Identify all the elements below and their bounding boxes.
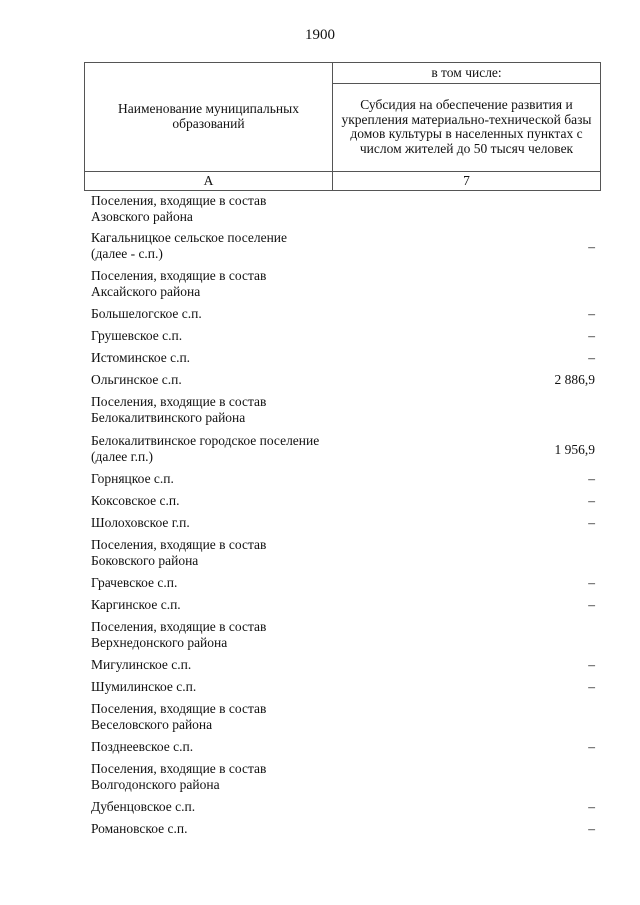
- municipality-name: Поселения, входящие в состав Верхнедонского района: [91, 619, 267, 650]
- subsidy-value: –: [588, 657, 595, 672]
- page-number: 1900: [305, 27, 335, 43]
- municipality-name: Горняцкое с.п.: [91, 471, 174, 486]
- subsidy-value: –: [588, 239, 595, 254]
- table-header: [84, 62, 601, 191]
- subsidy-value: –: [588, 350, 595, 365]
- municipality-name: Ольгинское с.п.: [91, 372, 182, 387]
- municipality-name: Поселения, входящие в состав Веселовского района: [91, 701, 267, 732]
- subsidy-value: –: [588, 306, 595, 321]
- subsidy-value: –: [588, 679, 595, 694]
- municipality-name: Грачевское с.п.: [91, 575, 178, 590]
- subsidy-value: –: [588, 739, 595, 754]
- municipality-name: Мигулинское с.п.: [91, 657, 192, 672]
- subsidy-value: 1 956,9: [554, 442, 595, 457]
- name-column-code: А: [85, 171, 333, 190]
- subsidy-value: –: [588, 493, 595, 508]
- municipality-name: Большелогское с.п.: [91, 306, 202, 321]
- municipality-name: Грушевское с.п.: [91, 328, 183, 343]
- municipality-name: Поселения, входящие в состав Боковского района: [91, 537, 267, 568]
- municipality-name: Поселения, входящие в состав Волгодонского района: [91, 761, 267, 792]
- subsidy-value: –: [588, 328, 595, 343]
- municipality-name: Романовское с.п.: [91, 821, 188, 836]
- subsidy-value: –: [588, 799, 595, 814]
- subsidy-value: –: [588, 471, 595, 486]
- subsidy-column-code: 7: [333, 171, 601, 190]
- subsidy-value: 2 886,9: [554, 372, 595, 387]
- subsidy-value: –: [588, 575, 595, 590]
- municipality-name: Поселения, входящие в состав Аксайского района: [91, 268, 267, 299]
- subsidy-value: –: [588, 821, 595, 836]
- subsidy-value: –: [588, 515, 595, 530]
- municipality-name: Поселения, входящие в состав Белокалитвинского района: [91, 394, 267, 425]
- subsidy-column-header: Субсидия на обеспечение развития и укрепления материально-технической базы домов культуры в населенных пунктах с числом жителей до 50 тысяч человек: [333, 84, 601, 172]
- subsidy-value: –: [588, 597, 595, 612]
- municipality-name: Шолоховское г.п.: [91, 515, 190, 530]
- municipality-name: Шумилинское с.п.: [91, 679, 197, 694]
- municipality-name: Истоминское с.п.: [91, 350, 191, 365]
- municipality-name: Кагальницкое сельское поселение (далее - с.п.): [91, 230, 288, 261]
- municipality-name: Поселения, входящие в состав Азовского района: [91, 193, 267, 224]
- municipality-name: Каргинское с.п.: [91, 597, 181, 612]
- municipality-name: Белокалитвинское городское поселение (далее г.п.): [91, 433, 320, 464]
- municipality-name: Позднеевское с.п.: [91, 739, 194, 754]
- municipality-name: Дубенцовское с.п.: [91, 799, 196, 814]
- municipality-name: Коксовское с.п.: [91, 493, 180, 508]
- name-column-header: Наименование муниципальных образований: [85, 63, 333, 172]
- group-header: в том числе:: [333, 63, 601, 84]
